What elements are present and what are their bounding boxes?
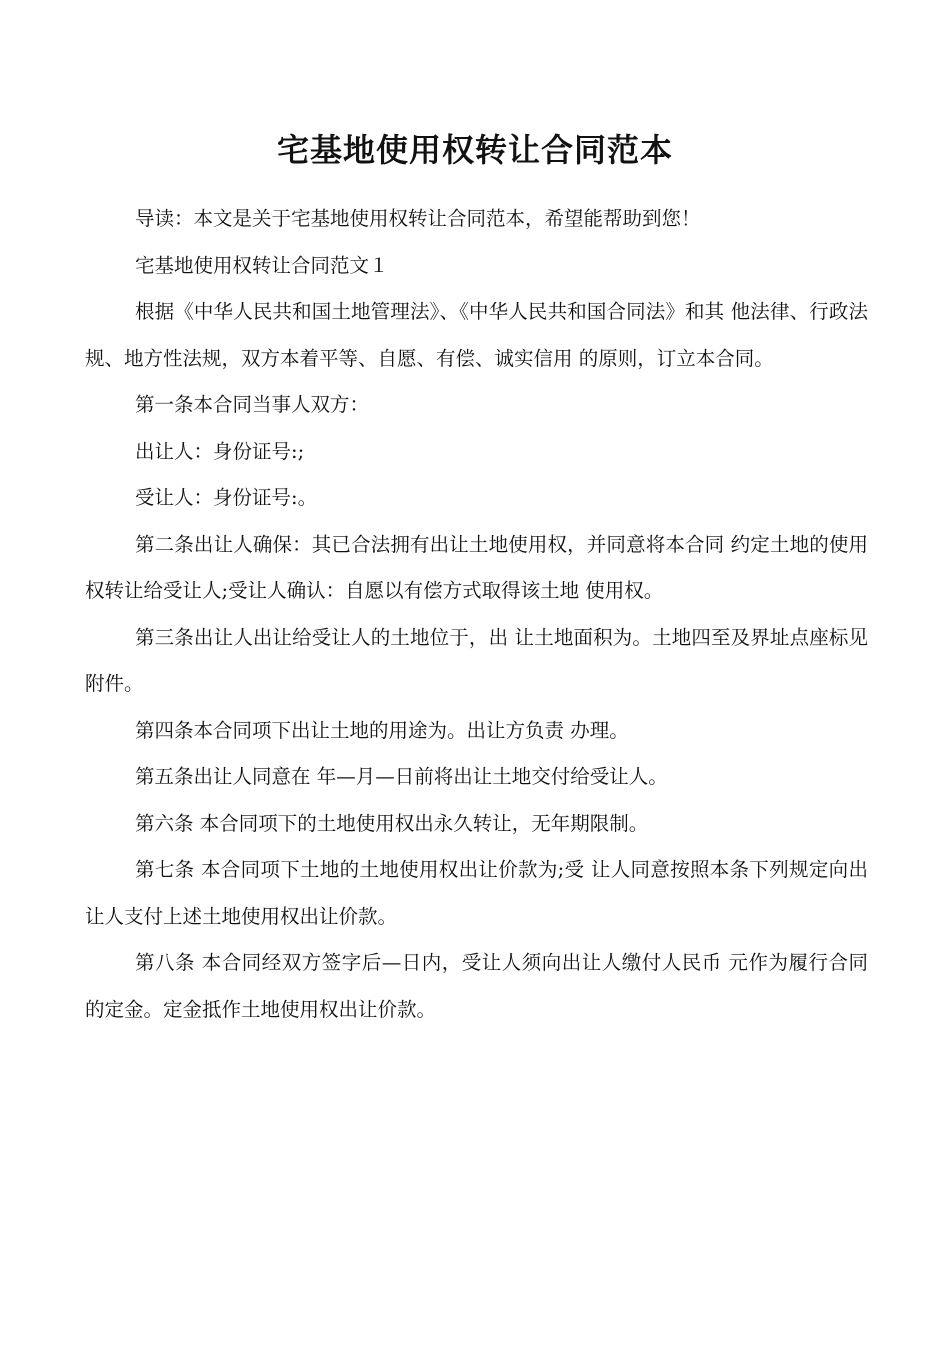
article-8: 第八条 本合同经双方签字后—日内，受让人须向出让人缴付人民币 元作为履行合同的定金。定金抵作土地使用权出让价款。 (85, 951, 868, 1021)
transferee-line: 受让人：身份证号:。 (135, 486, 318, 509)
article-5: 第五条出让人同意在 年—月—日前将出让土地交付给受让人。 (135, 765, 668, 788)
transferor-line: 出让人：身份证号:; (135, 439, 305, 463)
article-4: 第四条本合同项下出让土地的用途为。出让方负责 办理。 (135, 718, 629, 742)
article-6: 第六条 本合同项下的土地使用权出永久转让，无年期限制。 (135, 811, 649, 835)
preamble-paragraph: 根据《中华人民共和国土地管理法》、《中华人民共和国合同法》和其 他法律、行政法规、地方性法规，双方本着平等、自愿、有偿、诚实信用 的原则，订立本合同。 (85, 300, 868, 370)
document-title: 宅基地使用权转让合同范本 (276, 131, 673, 169)
intro-paragraph: 导读：本文是关于宅基地使用权转让合同范本，希望能帮助到您！ (135, 207, 701, 230)
section-heading: 宅基地使用权转让合同范文１ (135, 253, 389, 277)
document-body (85, 196, 868, 1033)
article-1: 第一条本合同当事人双方： (135, 393, 370, 416)
article-2: 第二条出让人确保：其已合法拥有出让土地使用权，并同意将本合同 约定土地的使用权转让给受让人;受让人确认：自愿以有偿方式取得该土地 使用权。 (85, 532, 868, 602)
article-3: 第三条出让人出让给受让人的土地位于，出 让土地面积为。土地四至及界址点座标见附件。 (85, 625, 868, 695)
article-7: 第七条 本合同项下土地的土地使用权出让价款为;受 让人同意按照本条下列规定向出让人支付上述土地使用权出让价款。 (85, 858, 868, 928)
